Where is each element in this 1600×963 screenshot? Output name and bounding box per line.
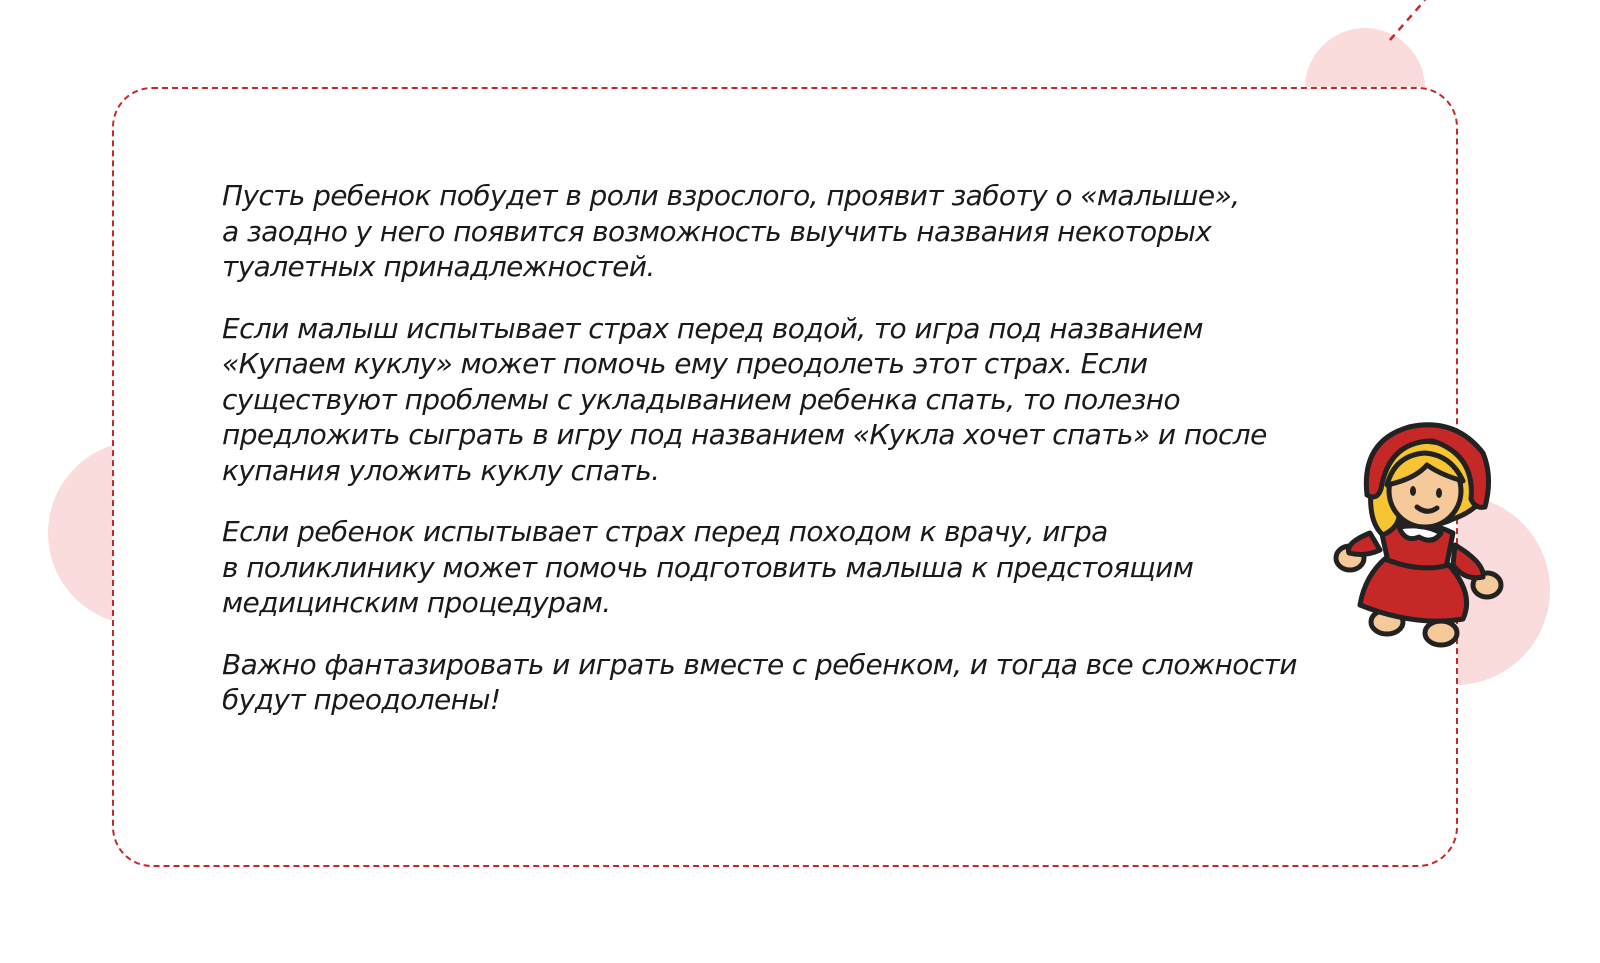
paragraph-2: [222, 311, 1362, 489]
paragraph-line: Пусть ребенок побудет в роли взрослого, проявит заботу о «малыше»,: [222, 179, 1240, 212]
paragraph-line: будут преодолены!: [222, 683, 501, 716]
deco-dashed-line: [1390, 0, 1425, 40]
paragraph-4: [222, 647, 1362, 718]
paragraph-line: а заодно у него появится возможность выучить названия некоторых: [222, 214, 1212, 248]
paragraph-line: «Купаем куклу» может помочь ему преодолеть этот страх. Если: [222, 347, 1148, 380]
paragraph-line: купания уложить куклу спать.: [222, 453, 660, 487]
doll-icon: [1325, 415, 1515, 660]
text-block: [222, 178, 1362, 744]
paragraph-line: Если ребенок испытывает страх перед походом к врачу, игра: [222, 515, 1108, 548]
paragraph-line: медицинским процедурам.: [222, 586, 611, 619]
paragraph-line: в поликлинику может помочь подготовить малыша к предстоящим: [222, 550, 1194, 584]
paragraph-line: предложить сыграть в игру под названием «Кукла хочет спать» и после: [222, 418, 1267, 451]
paragraph-line: туалетных принадлежностей.: [222, 250, 655, 283]
paragraph-1: [222, 178, 1362, 285]
paragraph-line: Важно фантазировать и играть вместе с ребенком, и тогда все сложности: [222, 647, 1297, 681]
paragraph-3: [222, 514, 1362, 621]
paragraph-line: существуют проблемы с укладыванием ребенка спать, то полезно: [222, 382, 1181, 416]
paragraph-line: Если малыш испытывает страх перед водой, то игра под названием: [222, 311, 1203, 345]
